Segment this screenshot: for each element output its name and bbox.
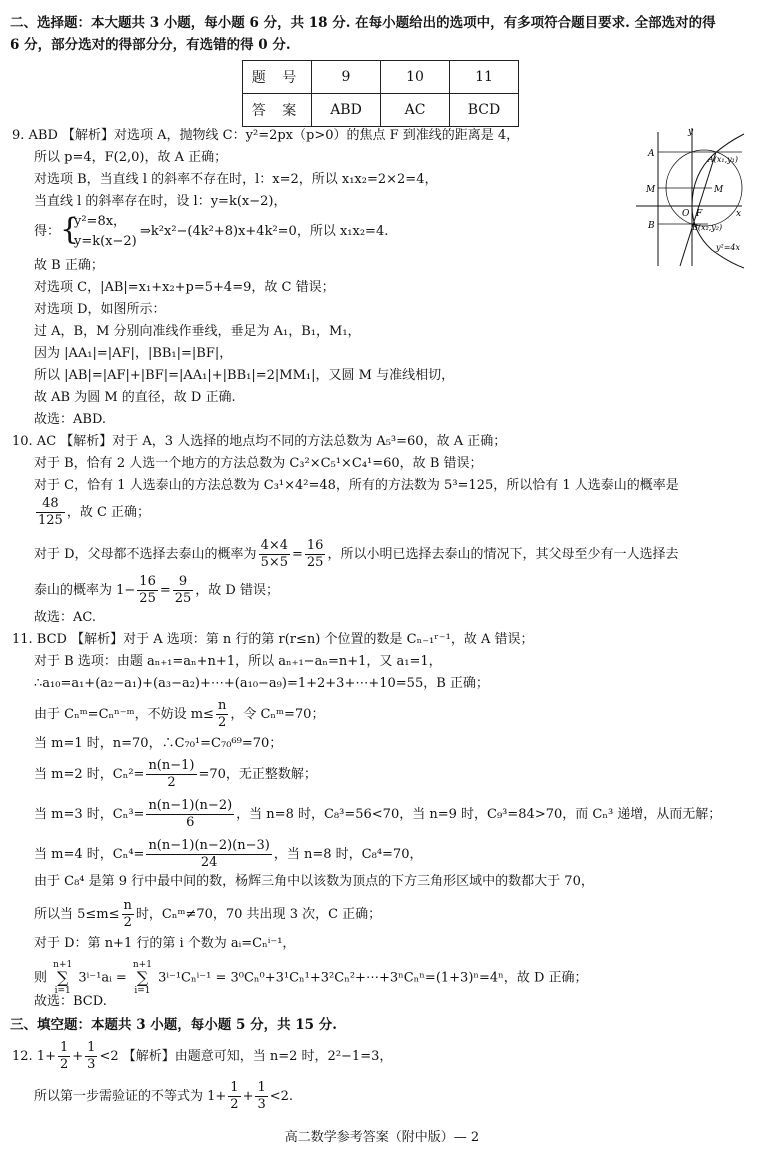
q9-line: 过 A，B，M 分别向准线作垂线，垂足为 A₁，B₁，M₁， bbox=[34, 324, 361, 339]
section2-title-line1: 二、选择题：本大题共 3 小题，每小题 6 分，共 18 分. 在每小题给出的选项中，有多项符合题目要求. 全部选对的得 bbox=[10, 15, 716, 31]
table-cell: 题 号 bbox=[243, 61, 312, 94]
q12-line: 所以第一步需验证的不等式为 1+ $\frac{1}{2}$ + $\frac{1}{3}$ <2. bbox=[34, 1080, 294, 1112]
fraction: $\frac{1}{2}$ bbox=[59, 1040, 69, 1072]
q11-line: 11. BCD 【解析】对于 A 选项：第 n 行的第 r(r≤n) 个位置的数是 Cₙ₋₁ʳ⁻¹，故 A 错误； bbox=[12, 632, 534, 647]
q9-line: 9. ABD 【解析】对选项 A，抛物线 C：y²=2px（p>0）的焦点 F 到准线的距离是 4， bbox=[12, 128, 520, 143]
q11-line: 当 m=1 时，n=70，∴C₇₀¹=C₇₀⁶⁹=70； bbox=[34, 736, 283, 751]
label-a1: A bbox=[648, 149, 655, 159]
q9-line: 当直线 l 的斜率存在时，设 l：y=k(x−2)， bbox=[34, 194, 287, 209]
table-cell: ABD bbox=[312, 94, 381, 127]
table-cell: AC bbox=[381, 94, 450, 127]
summation: n+1 ∑ i=1 bbox=[53, 960, 73, 996]
q11-line: 对于 B 选项：由题 aₙ₊₁=aₙ+n+1，所以 aₙ₊₁−aₙ=n+1，又 a₁=1， bbox=[34, 654, 442, 669]
q10-line: 对于 B，恰有 2 人选一个地方的方法总数为 C₃²×C₅¹×C₄¹=60，故 B 错误； bbox=[34, 456, 483, 471]
q11-line: 对于 D：第 n+1 行的第 i 个数为 aᵢ=Cₙⁱ⁻¹， bbox=[34, 936, 296, 951]
label-f: F bbox=[696, 209, 703, 219]
answer-table bbox=[242, 60, 519, 127]
parabola-upper bbox=[692, 134, 744, 206]
fraction: $\frac{1}{2}$ bbox=[230, 1080, 239, 1112]
q10-frac-line: 泰山的概率为 1− $\frac{16}{25}$ = $\frac{9}{25}$ ，故 D 错误； bbox=[34, 574, 279, 606]
label-b1: B bbox=[648, 221, 655, 231]
q9-line: 对选项 B，当直线 l 的斜率不存在时，l：x=2，所以 x₁x₂=2×2=4， bbox=[34, 172, 438, 187]
label-y: y bbox=[688, 127, 694, 137]
fraction: $\frac{1}{3}$ bbox=[257, 1080, 266, 1112]
brace: { bbox=[60, 212, 80, 247]
q10-line: 10. AC 【解析】对于 A，3 人选择的地点均不同的方法总数为 A₅³=60，故 A 正确； bbox=[12, 434, 507, 449]
label-m1: M bbox=[646, 185, 656, 195]
label-a: A(x₁,y₁) bbox=[708, 155, 739, 164]
fraction: $\frac{1}{3}$ bbox=[87, 1040, 96, 1072]
q9-system-eq2: y=k(x−2) bbox=[74, 234, 137, 249]
table-cell: BCD bbox=[450, 94, 519, 127]
q9-system-eq1: y²=8x， bbox=[74, 214, 127, 229]
q10-frac-line: $\frac{48}{125}$ ，故 C 正确； bbox=[38, 496, 151, 528]
table-cell: 10 bbox=[381, 61, 450, 94]
fraction: $\frac{4\times 4}{5\times 5}$ bbox=[260, 538, 288, 570]
parabola-figure bbox=[632, 124, 756, 270]
label-x: x bbox=[736, 209, 742, 219]
q11-line: ∴a₁₀=a₁+(a₂−a₁)+(a₃−a₂)+⋯+(a₁₀−a₉)=1+2+3+⋯+10=55，B 正确； bbox=[34, 676, 489, 691]
table-cell: 11 bbox=[450, 61, 519, 94]
q12-line: 12. 1+ $\frac{1}{2}$ + $\frac{1}{3}$ <2 【解析】由题意可知，当 n=2 时，2²−1=3， bbox=[12, 1040, 393, 1072]
section2-title-line2: 6 分，部分选对的得部分分，有选错的得 0 分. bbox=[10, 37, 291, 53]
q11-frac-line: 当 m=4 时，Cₙ⁴= $\frac{n(n-1)(n-2)(n-3)}{24}$ ，当 n=8 时，C₈⁴=70， bbox=[34, 838, 423, 870]
fraction: $\frac{n(n-1)}{2}$ bbox=[148, 758, 195, 790]
q9-line: 故 B 正确； bbox=[34, 258, 104, 273]
fraction: $\frac{n(n-1)(n-2)(n-3)}{24}$ bbox=[148, 838, 270, 870]
fraction: $\frac{n}{2}$ bbox=[123, 898, 132, 930]
q9-line: 故选：ABD. bbox=[34, 412, 107, 427]
label-m: M bbox=[714, 185, 724, 195]
table-cell: 答 案 bbox=[243, 94, 312, 127]
q9-line: 故 AB 为圆 M 的直径，故 D 正确. bbox=[34, 390, 236, 405]
fraction: $\frac{9}{25}$ bbox=[174, 574, 192, 606]
q10-frac-line: 对于 D，父母都不选择去泰山的概率为 $\frac{4\times 4}{5\times 5}$ = $\frac{16}{25}$ ，所以小明已选择去泰山的情况下，其父母至少有一人选择去 bbox=[34, 538, 679, 570]
q9-line: 对选项 D，如图所示： bbox=[34, 302, 166, 317]
page-footer: 高二数学参考答案（附中版）— 2 bbox=[284, 1130, 480, 1145]
q9-line: 所以 |AB|=|AF|+|BF|=|AA₁|+|BB₁|=2|MM₁|，又圆 M 与准线相切， bbox=[34, 368, 455, 383]
label-b: B(x₂,y₂) bbox=[692, 223, 723, 232]
q11-sum-line: 则 n+1 ∑ i=1 3ⁱ⁻¹aᵢ = n+1 ∑ i=1 3ⁱ⁻¹Cₙⁱ⁻¹ = 3⁰Cₙ⁰+3¹Cₙ¹+3²Cₙ²+⋯+3ⁿCₙⁿ=(1+3)ⁿ=4ⁿ，故 D 正确； bbox=[34, 960, 588, 996]
q11-line: 故选：BCD. bbox=[34, 994, 107, 1009]
fraction: $\frac{n(n-1)(n-2)}{6}$ bbox=[148, 798, 233, 830]
fraction: $\frac{n}{2}$ bbox=[217, 698, 227, 730]
q9-system-prefix: 得： bbox=[34, 224, 61, 239]
fraction: $\frac{16}{25}$ bbox=[306, 538, 324, 570]
q11-frac-line: 当 m=2 时，Cₙ²= $\frac{n(n-1)}{2}$ =70，无正整数解； bbox=[34, 758, 317, 790]
label-curve: y²=4x bbox=[716, 243, 741, 252]
q11-frac-line: 由于 Cₙᵐ=Cₙⁿ⁻ᵐ，不妨设 m≤ $\frac{n}{2}$ ，令 Cₙᵐ=70； bbox=[34, 698, 325, 730]
section3-title: 三、填空题：本题共 3 小题，每小题 5 分，共 15 分. bbox=[10, 1017, 337, 1033]
fraction: $\frac{48}{125}$ bbox=[38, 496, 63, 528]
table-cell: 9 bbox=[312, 61, 381, 94]
q9-line: 因为 |AA₁|=|AF|，|BB₁|=|BF|， bbox=[34, 346, 233, 361]
q10-line: 对于 C，恰有 1 人选泰山的方法总数为 C₃¹×4²=48，所有的方法数为 5³=125，所以恰有 1 人选泰山的概率是 bbox=[34, 478, 679, 493]
summation: n+1 ∑ i=1 bbox=[132, 960, 152, 996]
q9-line: 对选项 C，|AB|=x₁+x₂+p=5+4=9，故 C 错误； bbox=[34, 280, 335, 295]
q11-frac-line: 当 m=3 时，Cₙ³= $\frac{n(n-1)(n-2)}{6}$ ，当 n=8 时，C₈³=56<70，当 n=9 时，C₉³=84>70，而 Cₙ³ 递增，从而无解； bbox=[34, 798, 722, 830]
label-o: O bbox=[682, 209, 690, 219]
table-row bbox=[243, 61, 519, 94]
q11-frac-line: 所以当 5≤m≤ $\frac{n}{2}$ 时，Cₙᵐ≠70，70 共出现 3 次，C 正确； bbox=[34, 898, 382, 930]
q10-line: 故选：AC. bbox=[34, 610, 97, 625]
table-row bbox=[243, 94, 519, 127]
q9-line: 所以 p=4，F(2,0)，故 A 正确； bbox=[34, 150, 228, 165]
q9-system-suffix: ⇒k²x²−(4k²+8)x+4k²=0，所以 x₁x₂=4. bbox=[140, 224, 389, 239]
q11-line: 由于 C₈⁴ 是第 9 行中最中间的数，杨辉三角中以该数为顶点的下方三角形区域中的数都大于 70， bbox=[34, 874, 594, 889]
fraction: $\frac{16}{25}$ bbox=[139, 574, 156, 606]
